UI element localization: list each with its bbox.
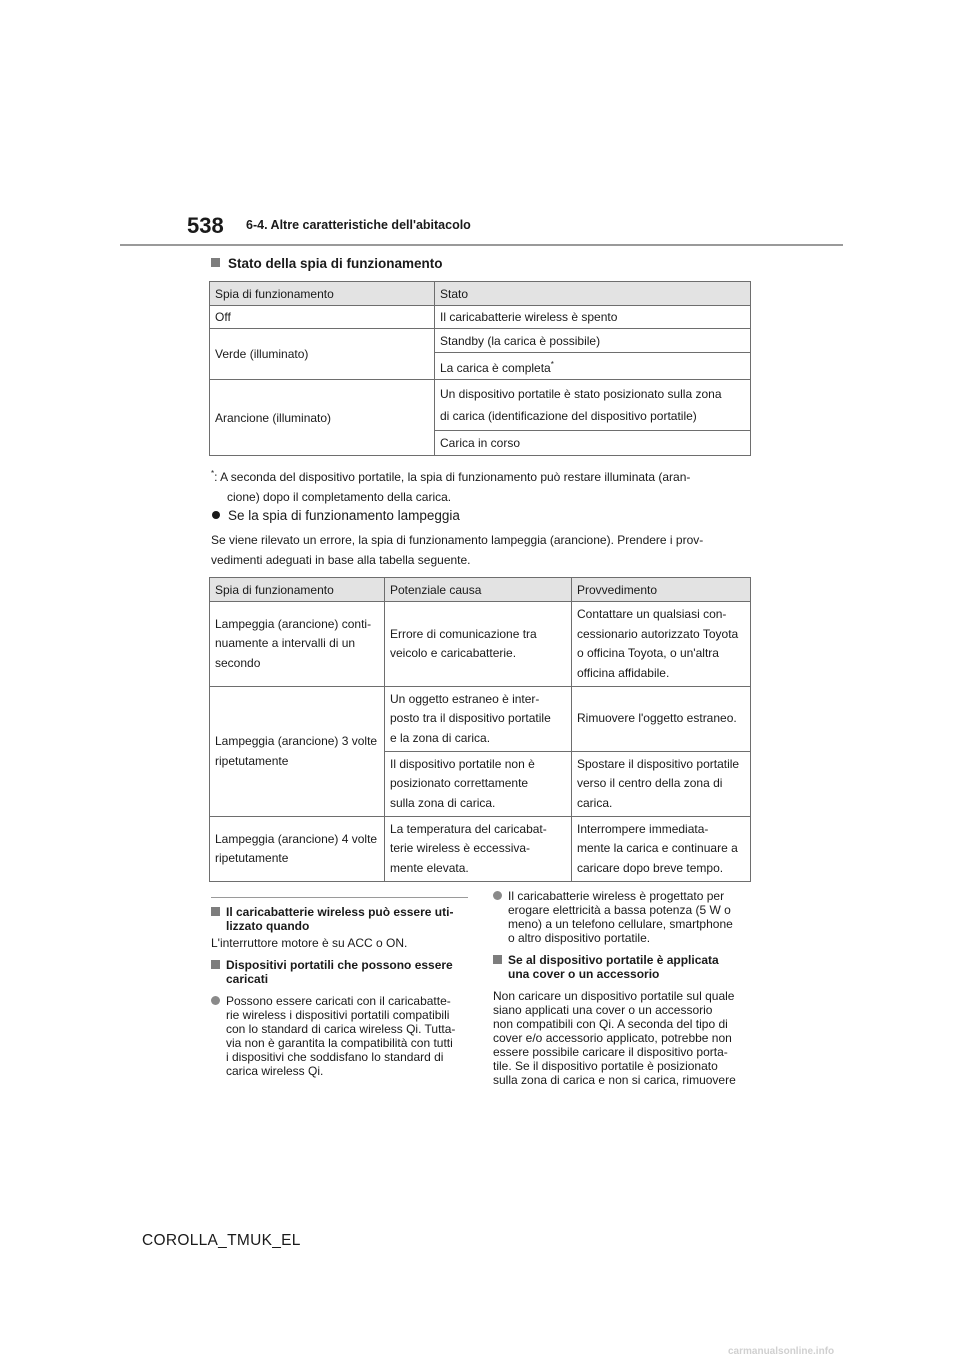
chapter-title: 6-4. Altre caratteristiche dell'abitacolo	[246, 218, 471, 232]
note-heading-line: Dispositivi portatili che possono essere	[226, 958, 453, 972]
table-cell: Rimuovere l'oggetto estraneo.	[572, 687, 751, 752]
footnote-line: : A seconda del dispositivo portatile, la spia di funzionamento può restare illuminata (aran-	[214, 470, 691, 484]
table-cell: Il caricabatterie wireless è spento	[435, 306, 751, 329]
note-heading	[211, 905, 469, 933]
cell-line: Un oggetto estraneo è inter-	[390, 691, 540, 706]
page-number: 538	[187, 213, 224, 238]
table-cell	[572, 817, 751, 882]
cell-line: veicolo e caricabatterie.	[390, 646, 517, 660]
cell-line: mente elevata.	[390, 860, 469, 875]
cell-line: Lampeggia (arancione) conti-	[215, 616, 372, 631]
table-cell	[572, 752, 751, 817]
cell-line: sulla zona di carica.	[390, 795, 496, 810]
cell-line: La temperatura del caricabat-	[390, 821, 547, 836]
table-cell	[385, 602, 572, 687]
table-cell	[572, 602, 751, 687]
troubleshooting-table	[209, 577, 751, 882]
cell-line: caricare dopo breve tempo.	[577, 860, 724, 875]
cell-line: Un dispositivo portatile è stato posizionato sulla zona	[440, 387, 722, 401]
table-cell	[385, 817, 572, 882]
cell-line: Il dispositivo portatile non è	[390, 756, 535, 771]
cell-line: cessionario autorizzato Toyota	[577, 626, 739, 641]
cell-line: Interrompere immediata-	[577, 821, 709, 836]
bullet-line: Possono essere caricati con il caricabatte-	[226, 994, 451, 1008]
table-row	[210, 687, 751, 752]
paragraph-line: Non caricare un dispositivo portatile sul quale	[493, 989, 735, 1003]
subsection-heading-text: Se la spia di funzionamento lampeggia	[228, 508, 460, 523]
cell-line: o officina Toyota, o un'altra	[577, 646, 719, 660]
cell-line: Contattare un qualsiasi con-	[577, 607, 727, 621]
note-heading	[211, 958, 469, 986]
note-bullet	[493, 889, 751, 945]
cell-line: verso il centro della zona di	[577, 776, 723, 791]
note-paragraph: L'interruttore motore è su ACC o ON.	[211, 936, 408, 950]
table-row	[210, 306, 751, 329]
note-heading-line: Se al dispositivo portatile è applicata	[508, 953, 719, 967]
bullet-line: i dispositivi che soddisfano lo standard di	[226, 1050, 444, 1064]
intro-line: vedimenti adeguati in base alla tabella seguente.	[211, 553, 471, 567]
footnote-mark: *	[550, 359, 554, 369]
cell-line: carica.	[577, 795, 613, 810]
square-bullet-icon	[211, 960, 220, 969]
paragraph-line: tile. Se il dispositivo portatile è posizionato	[493, 1059, 718, 1073]
cell-line: Lampeggia (arancione) 3 volte	[215, 734, 378, 748]
bullet-line: Il caricabatterie wireless è progettato per	[508, 889, 725, 903]
footer-code: COROLLA_TMUK_EL	[142, 1232, 301, 1249]
table-header-row	[210, 282, 751, 306]
status-table	[209, 281, 751, 456]
square-bullet-icon	[493, 955, 502, 964]
paragraph-line: cover e/o accessorio applicato, potrebbe non	[493, 1031, 732, 1045]
notes-separator	[211, 897, 468, 898]
table-cell	[210, 687, 385, 817]
table-row	[210, 329, 751, 353]
square-bullet-icon	[211, 258, 220, 267]
table-cell: Off	[210, 306, 435, 329]
table-row	[210, 380, 751, 431]
note-heading-line: lizzato quando	[226, 919, 310, 933]
table-cell	[210, 602, 385, 687]
cell-line: e la zona di carica.	[390, 730, 491, 745]
cell-text: La carica è completa	[440, 360, 551, 375]
table-cell	[385, 687, 572, 752]
note-heading-line: Il caricabatterie wireless può essere uti-	[226, 905, 454, 919]
cell-line: ripetutamente	[215, 851, 289, 865]
bullet-line: erogare elettricità a bassa potenza (5 W o	[508, 903, 731, 917]
cell-line: posto tra il dispositivo portatile	[390, 711, 551, 726]
header-rule	[120, 244, 843, 246]
section-heading-text: Stato della spia di funzionamento	[228, 256, 443, 271]
circle-bullet-icon	[493, 891, 502, 900]
section-heading	[211, 256, 443, 271]
notes-left-column	[211, 905, 469, 1078]
table-cell	[385, 752, 572, 817]
paragraph-line: sulla zona di carica e non si carica, rimuovere	[493, 1073, 736, 1087]
bullet-line: o altro dispositivo portatile.	[508, 931, 651, 945]
watermark: carmanualsonline.info	[728, 1346, 835, 1357]
table-cell	[435, 353, 751, 380]
paragraph-line: non compatibili con Qi. A seconda del tipo di	[493, 1017, 728, 1031]
table-header-cell: Potenziale causa	[385, 578, 572, 602]
cell-line: ripetutamente	[215, 753, 289, 768]
bullet-line: meno) a un telefono cellulare, smartphone	[508, 917, 733, 931]
notes-right-column	[493, 889, 751, 1087]
cell-line: Spostare il dispositivo portatile	[577, 756, 740, 771]
footnote-mark: *	[211, 469, 215, 478]
cell-line: di carica (identificazione del dispositivo portatile)	[440, 409, 697, 423]
cell-line: secondo	[215, 655, 261, 670]
note-bullet	[211, 994, 469, 1078]
table-header-cell: Provvedimento	[572, 578, 751, 602]
table-header-cell: Stato	[435, 282, 751, 306]
bullet-line: carica wireless Qi.	[226, 1064, 324, 1078]
table-cell: Standby (la carica è possibile)	[435, 329, 751, 353]
cell-line: Errore di comunicazione tra	[390, 626, 537, 641]
table-row	[210, 817, 751, 882]
bullet-line: con lo standard di carica wireless Qi. Tutta-	[226, 1022, 456, 1036]
table-cell: Verde (illuminato)	[210, 329, 435, 380]
bullet-line: via non è garantita la compatibilità con tutti	[226, 1036, 453, 1050]
cell-line: Lampeggia (arancione) 4 volte	[215, 831, 378, 846]
note-heading-line: una cover o un accessorio	[508, 967, 660, 981]
circle-bullet-icon	[211, 996, 220, 1005]
footnote	[211, 464, 751, 507]
note-heading	[493, 953, 751, 981]
round-bullet-icon	[212, 511, 220, 519]
cell-line: nuamente a intervalli di un	[215, 636, 356, 651]
table-header-row	[210, 578, 751, 602]
paragraph-line: siano applicati una cover o un accessorio	[493, 1003, 713, 1017]
table-header-cell: Spia di funzionamento	[210, 578, 385, 602]
table-cell: Carica in corso	[435, 431, 751, 456]
cell-line: officina affidabile.	[577, 665, 670, 680]
paragraph-line: essere possibile caricare il dispositivo porta-	[493, 1045, 728, 1059]
cell-line: posizionato correttamente	[390, 776, 529, 791]
note-paragraph	[493, 989, 751, 1087]
intro-paragraph	[211, 530, 756, 570]
footnote-line: cione) dopo il completamento della carica.	[227, 490, 452, 504]
bullet-line: rie wireless i dispositivi portatili compatibili	[226, 1008, 450, 1022]
table-cell	[435, 380, 751, 431]
table-cell: Arancione (illuminato)	[210, 380, 435, 456]
cell-line: mente la carica e continuare a	[577, 841, 738, 856]
table-header-cell: Spia di funzionamento	[210, 282, 435, 306]
square-bullet-icon	[211, 907, 220, 916]
cell-line: terie wireless è eccessiva-	[390, 841, 531, 856]
table-cell	[210, 817, 385, 882]
intro-line: Se viene rilevato un errore, la spia di funzionamento lampeggia (arancione). Prendere i prov-	[211, 533, 704, 547]
subsection-heading	[212, 508, 460, 523]
note-heading-line: caricati	[226, 972, 269, 986]
table-row	[210, 602, 751, 687]
